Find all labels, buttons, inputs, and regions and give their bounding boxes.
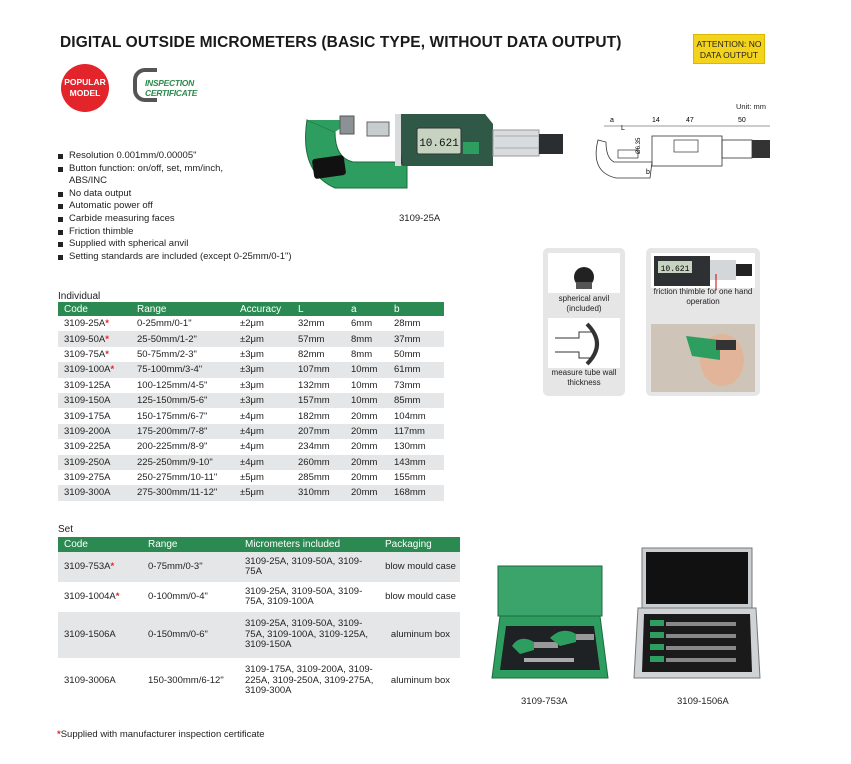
b-cell: 143mm: [388, 455, 444, 470]
feature-list: [58, 150, 292, 263]
b-cell: 28mm: [388, 316, 444, 331]
feature-item: Button function: on/off, set, mm/inch, ABS/INC: [58, 163, 228, 188]
code-cell: [58, 582, 142, 612]
code-cell: [58, 347, 131, 362]
table-header-row: [58, 302, 444, 316]
accuracy-cell: ±3μm: [234, 347, 292, 362]
a-cell: 20mm: [345, 408, 388, 423]
table-row: [58, 582, 460, 612]
a-cell: 20mm: [345, 470, 388, 485]
col-header: b: [388, 302, 444, 316]
l-cell: 57mm: [292, 331, 345, 346]
micrometer-product-image: [295, 102, 570, 210]
code-cell: [58, 424, 131, 439]
aluminum-box-image: [632, 544, 762, 694]
table-row: [58, 485, 444, 500]
code-cell: [58, 362, 131, 377]
code-cell: [58, 393, 131, 408]
code-text: 3109-1506A: [64, 628, 116, 640]
footnote-star: *: [57, 729, 61, 740]
feature-item: Setting standards are included (except 0-25mm/0-1"): [58, 251, 292, 264]
table-row: [58, 347, 444, 362]
code-cell: [58, 331, 131, 346]
feature-item: Carbide measuring faces: [58, 213, 292, 226]
blow-mould-case-image: [490, 546, 610, 692]
range-cell: 100-125mm/4-5": [131, 378, 234, 393]
accuracy-cell: ±3μm: [234, 378, 292, 393]
display-reading: 10.621: [419, 138, 459, 150]
friction-label: friction thimble for one hand operation: [653, 287, 753, 306]
code-text: 3109-175A: [64, 410, 111, 422]
range-cell: 0-150mm/0-6": [142, 612, 239, 658]
code-text: 3109-225A: [64, 441, 111, 453]
code-text: 3109-125A: [64, 379, 111, 391]
a-cell: 10mm: [345, 378, 388, 393]
col-header: Accuracy: [234, 302, 292, 316]
a-cell: 10mm: [345, 362, 388, 377]
l-cell: 107mm: [292, 362, 345, 377]
table-header-row: [58, 537, 460, 552]
table-row: [58, 408, 444, 423]
accuracy-cell: ±4μm: [234, 424, 292, 439]
code-cell: [58, 455, 131, 470]
included-cell: 3109-25A, 3109-50A, 3109-75A: [239, 552, 379, 582]
table-row: [58, 439, 444, 454]
b-cell: 85mm: [388, 393, 444, 408]
table-row: [58, 316, 444, 331]
l-cell: 234mm: [292, 439, 345, 454]
certificate-star: *: [105, 318, 109, 330]
code-text: 3109-300A: [64, 487, 111, 499]
table-row: [58, 393, 444, 408]
b-cell: 73mm: [388, 378, 444, 393]
table-row: [58, 455, 444, 470]
blow-case-caption: 3109-753A: [521, 696, 568, 707]
l-cell: 207mm: [292, 424, 345, 439]
code-cell: [58, 439, 131, 454]
l-cell: 132mm: [292, 378, 345, 393]
individual-table-body: [58, 316, 444, 501]
accuracy-cell: ±2μm: [234, 316, 292, 331]
included-cell: 3109-175A, 3109-200A, 3109-225A, 3109-250A, 3109-275A, 3109-300A: [239, 658, 379, 704]
range-cell: 150-175mm/6-7": [131, 408, 234, 423]
code-text: 3109-100A: [64, 364, 111, 376]
code-cell: [58, 408, 131, 423]
table-row: [58, 612, 460, 658]
code-text: 3109-250A: [64, 456, 111, 468]
anvil-detail-card: [543, 248, 625, 396]
col-header: L: [292, 302, 345, 316]
col-header: Code: [58, 537, 142, 552]
individual-table: [58, 302, 444, 501]
a-cell: 20mm: [345, 485, 388, 500]
col-header: Code: [58, 302, 131, 316]
feature-item: Automatic power off: [58, 200, 292, 213]
certificate-star: *: [110, 364, 115, 376]
alu-box-caption: 3109-1506A: [677, 696, 729, 707]
popular-model-badge: POPULAR MODEL: [61, 64, 109, 112]
range-cell: 50-75mm/2-3": [131, 347, 234, 362]
friction-illustration: [646, 248, 760, 396]
packaging-cell: aluminum box: [379, 658, 460, 704]
code-text: 3109-275A: [64, 472, 111, 484]
accuracy-cell: ±5μm: [234, 485, 292, 500]
code-text: 3109-200A: [64, 425, 111, 437]
feature-item: Resolution 0.001mm/0.00005": [58, 150, 292, 163]
l-cell: 157mm: [292, 393, 345, 408]
inspection-certificate-logo: [133, 68, 233, 104]
code-text: 3109-753A: [64, 560, 111, 572]
code-text: 3109-1004A: [64, 590, 116, 602]
unit-label: Unit: mm: [736, 102, 766, 111]
range-cell: 175-200mm/7-8": [131, 424, 234, 439]
code-text: 3109-75A: [64, 348, 106, 360]
cert-line1: INSPECTION: [145, 78, 194, 88]
feature-item: No data output: [58, 188, 292, 201]
feature-item: Friction thimble: [58, 226, 292, 239]
set-label: Set: [58, 524, 74, 535]
a-cell: 8mm: [345, 347, 388, 362]
col-header: Range: [142, 537, 239, 552]
table-row: [58, 331, 444, 346]
table-row: [58, 470, 444, 485]
code-cell: [58, 485, 131, 500]
code-text: 3109-3006A: [64, 674, 116, 686]
packaging-cell: blow mould case: [379, 552, 460, 582]
b-cell: 61mm: [388, 362, 444, 377]
b-cell: 155mm: [388, 470, 444, 485]
range-cell: 250-275mm/10-11": [131, 470, 234, 485]
code-text: 3109-150A: [64, 395, 111, 407]
dim-a: a: [610, 117, 614, 124]
table-row: [58, 378, 444, 393]
a-cell: 20mm: [345, 455, 388, 470]
cert-line2: CERTIFICATE: [145, 88, 198, 98]
a-cell: 20mm: [345, 439, 388, 454]
code-text: 3109-50A: [64, 333, 106, 345]
range-cell: 25-50mm/1-2": [131, 331, 234, 346]
accuracy-cell: ±5μm: [234, 470, 292, 485]
friction-detail-card: [646, 248, 760, 396]
l-cell: 32mm: [292, 316, 345, 331]
b-cell: 104mm: [388, 408, 444, 423]
col-header: a: [345, 302, 388, 316]
certificate-star: *: [105, 333, 109, 345]
a-cell: 10mm: [345, 393, 388, 408]
certificate-star: *: [115, 590, 120, 602]
dim-50: 50: [738, 117, 746, 124]
dimension-diagram: [590, 112, 775, 192]
footnote: [57, 729, 265, 740]
code-cell: [58, 470, 131, 485]
attention-badge: ATTENTION: NO DATA OUTPUT: [693, 34, 765, 64]
certificate-star: *: [105, 348, 109, 360]
a-cell: 8mm: [345, 331, 388, 346]
accuracy-cell: ±4μm: [234, 439, 292, 454]
l-cell: 310mm: [292, 485, 345, 500]
code-cell: [58, 612, 142, 658]
accuracy-cell: ±2μm: [234, 331, 292, 346]
code-cell: [58, 378, 131, 393]
range-cell: 150-300mm/6-12": [142, 658, 239, 704]
col-header: Micrometers included: [239, 537, 379, 552]
range-cell: 0-25mm/0-1": [131, 316, 234, 331]
range-cell: 0-75mm/0-3": [142, 552, 239, 582]
set-table: [58, 537, 460, 704]
packaging-cell: aluminum box: [379, 612, 460, 658]
certificate-star: *: [110, 560, 115, 572]
tube-label: measure tube wall thickness: [551, 368, 617, 387]
b-cell: 50mm: [388, 347, 444, 362]
code-cell: [58, 552, 142, 582]
l-cell: 260mm: [292, 455, 345, 470]
l-cell: 285mm: [292, 470, 345, 485]
a-cell: 6mm: [345, 316, 388, 331]
code-text: 3109-25A: [64, 318, 106, 330]
range-cell: 125-150mm/5-6": [131, 393, 234, 408]
dim-L: L: [621, 125, 625, 132]
code-cell: [58, 658, 142, 704]
table-row: [58, 424, 444, 439]
dim-b: b: [646, 169, 650, 176]
included-cell: 3109-25A, 3109-50A, 3109-75A, 3109-100A: [239, 582, 379, 612]
feature-item: Supplied with spherical anvil: [58, 238, 292, 251]
accuracy-cell: ±3μm: [234, 362, 292, 377]
anvil-label: spherical anvil (included): [558, 294, 610, 313]
range-cell: 275-300mm/11-12": [131, 485, 234, 500]
accuracy-cell: ±4μm: [234, 408, 292, 423]
dim-14: 14: [652, 117, 660, 124]
table-row: [58, 362, 444, 377]
range-cell: 200-225mm/8-9": [131, 439, 234, 454]
code-cell: [58, 316, 131, 331]
dim-phi: Ø6.35: [636, 137, 642, 154]
set-table-body: [58, 552, 460, 704]
footnote-text: Supplied with manufacturer inspection certificate: [60, 729, 265, 740]
packaging-cell: blow mould case: [379, 582, 460, 612]
accuracy-cell: ±3μm: [234, 393, 292, 408]
friction-display-reading: 10.621: [660, 265, 690, 274]
b-cell: 130mm: [388, 439, 444, 454]
dim-47: 47: [686, 117, 694, 124]
col-header: Packaging: [379, 537, 460, 552]
l-cell: 182mm: [292, 408, 345, 423]
page-title: DIGITAL OUTSIDE MICROMETERS (BASIC TYPE, WITHOUT DATA OUTPUT): [60, 34, 622, 51]
b-cell: 37mm: [388, 331, 444, 346]
range-cell: 225-250mm/9-10": [131, 455, 234, 470]
individual-label: Individual: [58, 291, 101, 302]
b-cell: 117mm: [388, 424, 444, 439]
col-header: Range: [131, 302, 234, 316]
table-row: [58, 552, 460, 582]
included-cell: 3109-25A, 3109-50A, 3109-75A, 3109-100A, 3109-125A, 3109-150A: [239, 612, 379, 658]
main-product-caption: 3109-25A: [399, 213, 441, 224]
b-cell: 168mm: [388, 485, 444, 500]
table-row: [58, 658, 460, 704]
a-cell: 20mm: [345, 424, 388, 439]
range-cell: 75-100mm/3-4": [131, 362, 234, 377]
l-cell: 82mm: [292, 347, 345, 362]
accuracy-cell: ±4μm: [234, 455, 292, 470]
range-cell: 0-100mm/0-4": [142, 582, 239, 612]
